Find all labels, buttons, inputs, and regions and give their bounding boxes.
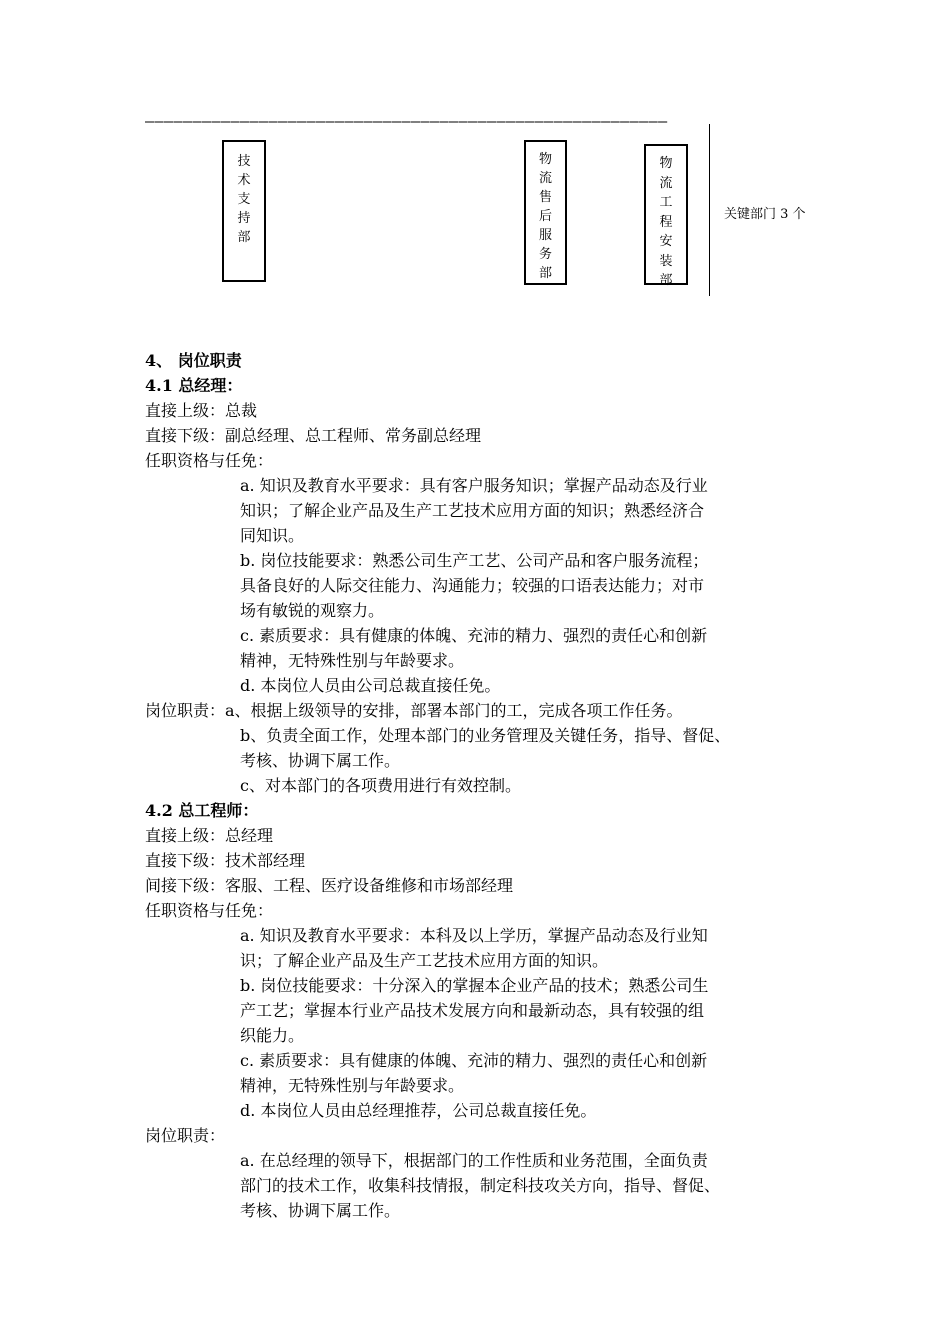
vertical-divider — [709, 124, 710, 296]
box-tech-support-label — [224, 152, 264, 247]
text-line: c、对本部门的各项费用进行有效控制。 — [240, 776, 521, 795]
text-line: a. 知识及教育水平要求：本科及以上学历，掌握产品动态及行业知 — [240, 926, 708, 945]
box-logistics-install — [644, 144, 688, 288]
text-line: 岗位职责： — [145, 1126, 226, 1145]
text-line: 岗位职责：a、根据上级领导的安排，部署本部门的工，完成各项工作任务。 — [145, 701, 683, 720]
text-line: 知识；了解企业产品及生产工艺技术应用方面的知识；熟悉经济合 — [240, 501, 705, 520]
text-line: c. 素质要求：具有健康的体魄、充沛的精力、强烈的责任心和创新 — [240, 626, 708, 645]
section-heading: 4、 岗位职责 — [145, 351, 242, 370]
box-label-char: 物 — [659, 156, 673, 171]
box-logistics-after-sales-label — [526, 150, 565, 283]
box-logistics-install-label — [646, 154, 686, 291]
box-label-char: 售 — [538, 190, 552, 205]
box-label-char: 部 — [538, 266, 552, 281]
text-line: 场有敏锐的观察力。 — [240, 601, 385, 620]
text-line: 精神，无特殊性别与年龄要求。 — [240, 1076, 465, 1095]
text-line: 任职资格与任免： — [145, 451, 274, 470]
box-label-char: 安 — [659, 234, 673, 249]
section-heading: 4.2 总工程师： — [145, 801, 259, 820]
text-line: d. 本岗位人员由总经理推荐，公司总裁直接任免。 — [240, 1101, 597, 1120]
box-tech-support — [222, 140, 266, 282]
text-line: 直接上级：总经理 — [145, 826, 274, 845]
box-label-char: 技 — [237, 154, 251, 169]
text-line: d. 本岗位人员由公司总裁直接任免。 — [240, 676, 501, 695]
box-label-char: 物 — [538, 152, 552, 167]
key-departments-label: 关键部门 3 个 — [724, 207, 806, 222]
text-line: b. 岗位技能要求：熟悉公司生产工艺、公司产品和客户服务流程； — [240, 551, 709, 570]
box-label-char: 后 — [538, 209, 552, 224]
text-line: b. 岗位技能要求：十分深入的掌握本企业产品的技术；熟悉公司生 — [240, 976, 709, 995]
box-label-char: 服 — [538, 228, 552, 243]
text-line: 间接下级：客服、工程、医疗设备维修和市场部经理 — [145, 876, 514, 895]
text-line: c. 素质要求：具有健康的体魄、充沛的精力、强烈的责任心和创新 — [240, 1051, 708, 1070]
box-label-char: 术 — [237, 173, 251, 188]
text-line: 直接上级：总裁 — [145, 401, 258, 420]
text-line: 考核、协调下属工作。 — [240, 1201, 401, 1220]
box-label-char: 部 — [237, 230, 251, 245]
text-line: 直接下级：技术部经理 — [145, 851, 306, 870]
text-line: 识；了解企业产品及生产工艺技术应用方面的知识。 — [240, 951, 609, 970]
text-line: 考核、协调下属工作。 — [240, 751, 401, 770]
text-line: 具备良好的人际交往能力、沟通能力；较强的口语表达能力；对市 — [240, 576, 705, 595]
box-label-char: 流 — [538, 171, 552, 186]
box-label-char: 持 — [237, 211, 251, 226]
section-heading: 4.1 总经理： — [145, 376, 243, 395]
box-label-char: 支 — [237, 192, 251, 207]
text-line: b、负责全面工作，处理本部门的业务管理及关键任务，指导、督促、 — [240, 726, 731, 745]
text-line: a. 知识及教育水平要求：具有客户服务知识；掌握产品动态及行业 — [240, 476, 708, 495]
text-line: 任职资格与任免： — [145, 901, 274, 920]
box-label-char: 装 — [659, 253, 673, 269]
box-logistics-after-sales — [524, 140, 567, 285]
text-line: a. 在总经理的领导下，根据部门的工作性质和业务范围，全面负责 — [240, 1151, 708, 1170]
text-line: 产工艺；掌握本行业产品技术发展方向和最新动态，具有较强的组 — [240, 1001, 705, 1020]
text-line: 精神，无特殊性别与年龄要求。 — [240, 651, 465, 670]
dashed-divider: ——————————————————————————————————————————————————————— — [145, 114, 668, 130]
box-label-char: 务 — [538, 247, 552, 262]
text-line: 部门的技术工作，收集科技情报，制定科技攻关方向，指导、督促、 — [240, 1176, 721, 1195]
box-label-char: 流 — [659, 175, 673, 191]
text-line: 同知识。 — [240, 526, 305, 545]
box-label-char: 程 — [659, 214, 673, 230]
text-line: 织能力。 — [240, 1026, 305, 1045]
box-label-char: 工 — [659, 195, 673, 210]
text-line: 直接下级：副总经理、总工程师、常务副总经理 — [145, 426, 482, 445]
box-label-char: 部 — [659, 273, 673, 288]
